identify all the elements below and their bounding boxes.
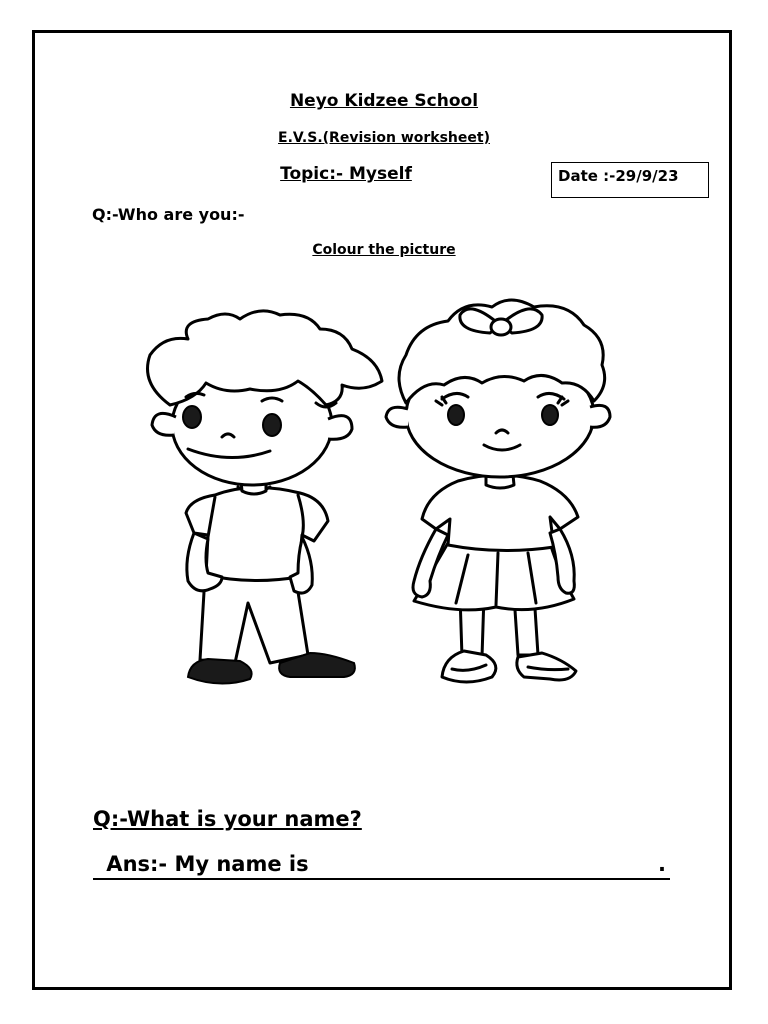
answer-line[interactable] <box>93 850 670 880</box>
children-illustration[interactable] <box>130 285 620 695</box>
colour-instruction: Colour the picture <box>312 242 456 258</box>
worksheet-subject: E.V.S.(Revision worksheet) <box>278 130 490 146</box>
worksheet-topic: Topic:- Myself <box>280 164 412 184</box>
answer-suffix: . <box>658 852 666 876</box>
answer-prefix: Ans:- My name is <box>99 852 309 876</box>
girl-figure <box>386 300 610 682</box>
date-box <box>551 162 709 198</box>
school-name: Neyo Kidzee School <box>289 91 479 111</box>
question-who-are-you: Q:-Who are you:- <box>92 205 245 224</box>
question-what-is-your-name: Q:-What is your name? <box>93 807 362 831</box>
date-text: Date :-29/9/23 <box>558 167 679 185</box>
boy-figure <box>148 311 383 684</box>
